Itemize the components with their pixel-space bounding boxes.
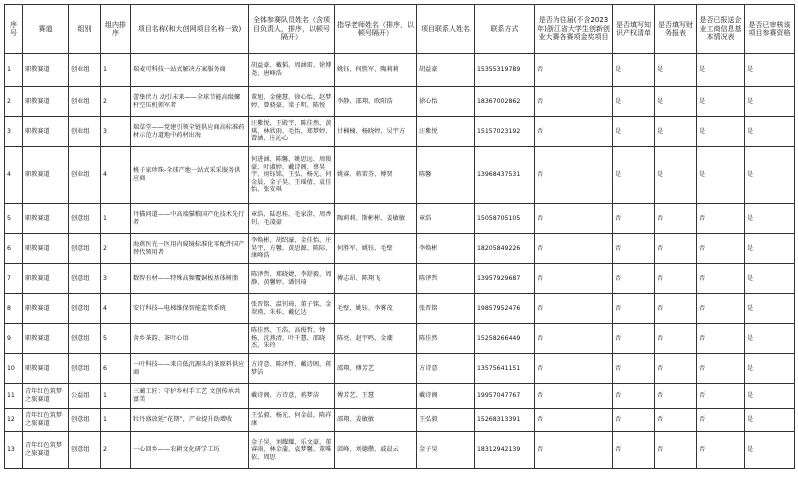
cell-ip-list: 是 <box>613 117 655 147</box>
table-row <box>5 87 795 117</box>
cell-group: 创业组 <box>69 117 101 147</box>
cell-financial: 是 <box>655 87 697 117</box>
cell-phone: 18367002862 <box>475 87 535 117</box>
cell-past-gold: 否 <box>535 384 613 409</box>
cell-group: 创意组 <box>69 264 101 294</box>
cell-no: 11 <box>5 384 23 409</box>
table-row <box>5 409 795 432</box>
cell-past-gold: 否 <box>535 294 613 324</box>
cell-order: 2 <box>101 87 131 117</box>
cell-members: 汪紫悦、王殿宇、陈佳然、黄琪、林欣雨、毛怡、郑梦婷、曾涵、庄沁心 <box>249 117 335 147</box>
cell-project: 丹猫问道——中高端猫粮国产化技术先行者 <box>131 204 249 234</box>
cell-group: 创意组 <box>69 294 101 324</box>
cell-ip-list: 是 <box>613 147 655 204</box>
cell-ip-list: 否 <box>613 264 655 294</box>
cell-order: 1 <box>101 409 131 432</box>
cell-past-gold: 否 <box>535 87 613 117</box>
cell-group: 公益组 <box>69 384 101 409</box>
cell-phone: 15258266449 <box>475 324 535 354</box>
cell-contact: 李焕彬 <box>417 234 475 264</box>
cell-members: 戴诗阁、方诗意、蒋梦洁 <box>249 384 335 409</box>
cell-mentors: 毛壁、姚钰、李雾茂 <box>335 294 417 324</box>
cell-track: 职教赛道 <box>23 264 69 294</box>
cell-group: 创意组 <box>69 324 101 354</box>
cell-project: 舍乡茶韵、茶叶心语 <box>131 324 249 354</box>
cell-contact: 陈佳然 <box>417 324 475 354</box>
cell-group: 创业组 <box>69 87 101 117</box>
cell-order: 4 <box>101 147 131 204</box>
cell-financial: 否 <box>655 294 697 324</box>
cell-members: 陈佳然、王浩、高俊哲、钟杨、沈燕清、叶千慧、邵晓杰、朱玲 <box>249 324 335 354</box>
cell-members: 胡益豪、戴韬、周涵雷、徐博尧、唐峰浩 <box>249 54 335 87</box>
cell-past-gold: 否 <box>535 264 613 294</box>
cell-project: 桃子家珍珠-全球产地一站式采采服务供应商 <box>131 147 249 204</box>
cell-phone: 13968437531 <box>475 147 535 204</box>
cell-mentors: 傅志昂、陈翔飞 <box>335 264 417 294</box>
header-no: 序号 <box>5 5 23 54</box>
table-row <box>5 54 795 87</box>
cell-phone: 15355319789 <box>475 54 535 87</box>
cell-project: 瑞麦可科技一站式解决方案服务商 <box>131 54 249 87</box>
header-audit: 是否已审核该项目参赛资格 <box>745 5 795 54</box>
table-row <box>5 324 795 354</box>
cell-financial: 否 <box>655 432 697 469</box>
cell-no: 10 <box>5 354 23 384</box>
header-row <box>5 5 795 54</box>
cell-no: 9 <box>5 324 23 354</box>
cell-financial: 否 <box>655 264 697 294</box>
cell-contact: 陈泽哲 <box>417 264 475 294</box>
cell-audit: 是 <box>745 234 795 264</box>
cell-no: 4 <box>5 147 23 204</box>
cell-order: 6 <box>101 354 131 384</box>
cell-track: 青年红色筑梦之旅赛道 <box>23 432 69 469</box>
cell-no: 5 <box>5 204 23 234</box>
cell-ip-list: 否 <box>613 384 655 409</box>
cell-past-gold: 否 <box>535 432 613 469</box>
cell-business-info: 否 <box>697 234 745 264</box>
cell-group: 创意组 <box>69 432 101 469</box>
cell-financial: 否 <box>655 324 697 354</box>
cell-contact: 王弘毅 <box>417 409 475 432</box>
cell-group: 创意组 <box>69 409 101 432</box>
header-track: 赛道 <box>23 5 69 54</box>
cell-financial: 否 <box>655 204 697 234</box>
cell-project: 三蔺工匠：守护乡村手工艺 文创传承共富美 <box>131 384 249 409</box>
cell-project: 一叶科技——来自低沉源头的茶原料供应商 <box>131 354 249 384</box>
cell-no: 1 <box>5 54 23 87</box>
cell-order: 1 <box>101 384 131 409</box>
cell-order: 5 <box>101 324 131 354</box>
cell-members: 张晋铭、温钊琦、董子铭、金翠瑛、朱桂、戴亿达 <box>249 294 335 324</box>
cell-track: 职教赛道 <box>23 204 69 234</box>
cell-business-info: 是 <box>697 54 745 87</box>
cell-past-gold: 否 <box>535 409 613 432</box>
header-financial: 是否填写财务报表 <box>655 5 697 54</box>
cell-mentors: 邱峰、刘德攒、戚晨云 <box>335 432 417 469</box>
cell-track: 职教赛道 <box>23 234 69 264</box>
cell-order: 3 <box>101 264 131 294</box>
header-order: 组内排序 <box>101 5 131 54</box>
cell-contact: 汪紫悦 <box>417 117 475 147</box>
cell-financial: 是 <box>655 54 697 87</box>
cell-audit: 是 <box>745 384 795 409</box>
cell-audit: 是 <box>745 204 795 234</box>
cell-track: 青年红色筑梦之旅赛道 <box>23 409 69 432</box>
cell-no: 8 <box>5 294 23 324</box>
cell-audit: 是 <box>745 87 795 117</box>
cell-phone: 15058705105 <box>475 204 535 234</box>
cell-business-info: 否 <box>697 264 745 294</box>
cell-no: 6 <box>5 234 23 264</box>
cell-project: 安行科技—电梯维保智能监管系统 <box>131 294 249 324</box>
cell-ip-list: 否 <box>613 354 655 384</box>
cell-project: 海燕医光一医用内窥镜标准化零配件国产替代领用者 <box>131 234 249 264</box>
cell-business-info: 否 <box>697 432 745 469</box>
cell-business-info: 是 <box>697 147 745 204</box>
cell-ip-list: 是 <box>613 87 655 117</box>
table-row <box>5 117 795 147</box>
cell-phone: 19857952476 <box>475 294 535 324</box>
cell-group: 创业组 <box>69 147 101 204</box>
cell-track: 职教赛道 <box>23 147 69 204</box>
cell-members: 李焕彬、胡绍濠、金佳怡、庄昊宇、方馨、黄思源、陈际、康峰浩 <box>249 234 335 264</box>
cell-audit: 是 <box>745 354 795 384</box>
cell-mentors: 李静、邵翔、欧阳浩 <box>335 87 417 117</box>
table-row <box>5 234 795 264</box>
cell-phone: 15268313391 <box>475 409 535 432</box>
cell-financial: 否 <box>655 409 697 432</box>
cell-ip-list: 否 <box>613 409 655 432</box>
cell-contact: 金子昊 <box>417 432 475 469</box>
cell-no: 2 <box>5 87 23 117</box>
cell-audit: 是 <box>745 264 795 294</box>
header-ip-list: 是否填写知识产权清单 <box>613 5 655 54</box>
cell-phone: 18205849226 <box>475 234 535 264</box>
spreadsheet <box>4 4 794 469</box>
cell-phone: 15157023192 <box>475 117 535 147</box>
cell-order: 2 <box>101 432 131 469</box>
cell-contact: 胡益豪 <box>417 54 475 87</box>
header-phone: 联系方式 <box>475 5 535 54</box>
cell-members: 章浩、陆思桂、毛家澄、周香钊、毛凌豪 <box>249 204 335 234</box>
cell-no: 7 <box>5 264 23 294</box>
cell-members: 何进涵、陈馨、姚思远、周俊豪、叶淑婷、戴诗阁、蔡昊宇、房钰铭、王弘、杨光、何金晨、金子昊、王瑶倩、袁佳怡、张安琪 <box>249 147 335 204</box>
cell-past-gold: 否 <box>535 117 613 147</box>
cell-audit: 是 <box>745 117 795 147</box>
cell-business-info: 否 <box>697 324 745 354</box>
header-members: 全体参赛队员姓名（含项目负责人，排序，以顿号隔开） <box>249 5 335 54</box>
cell-business-info: 否 <box>697 409 745 432</box>
cell-audit: 是 <box>745 54 795 87</box>
cell-contact: 章浩 <box>417 204 475 234</box>
cell-financial: 是 <box>655 117 697 147</box>
cell-audit: 是 <box>745 147 795 204</box>
cell-phone: 13575641151 <box>475 354 535 384</box>
cell-past-gold: 否 <box>535 204 613 234</box>
cell-mentors: 姚钰、何胜军、陶莉莉 <box>335 54 417 87</box>
cell-track: 职教赛道 <box>23 294 69 324</box>
cell-contact: 戴诗阁 <box>417 384 475 409</box>
header-project: 项目名称(和大创网项目名称一致) <box>131 5 249 54</box>
cell-business-info: 否 <box>697 384 745 409</box>
entries-table <box>4 4 795 469</box>
cell-mentors: 陈亮、赵宇鸣、金潮 <box>335 324 417 354</box>
cell-track: 职教赛道 <box>23 87 69 117</box>
cell-ip-list: 否 <box>613 294 655 324</box>
cell-group: 创意组 <box>69 354 101 384</box>
cell-members: 金子昊、刘耀耀、乐文豪、董睿雨、林金蒲、袁梦馨、董唯依、周思 <box>249 432 335 469</box>
table-row <box>5 354 795 384</box>
cell-project: 数智有材——特殊高频覆铜板基体树脂 <box>131 264 249 294</box>
cell-business-info: 否 <box>697 204 745 234</box>
cell-ip-list: 否 <box>613 234 655 264</box>
cell-financial: 否 <box>655 354 697 384</box>
cell-members: 王弘毅、杨光、何金晨、陈祥康 <box>249 409 335 432</box>
header-mentors: 指导老师姓名（排序，以顿号隔开） <box>335 5 417 54</box>
cell-mentors: 姚睿、蒋雷芬、傅贤 <box>335 147 417 204</box>
cell-track: 职教赛道 <box>23 324 69 354</box>
cell-track: 青年红色筑梦之旅赛道 <box>23 384 69 409</box>
cell-order: 2 <box>101 234 131 264</box>
cell-mentors: 陶莉莉、斯彬彬、姜敏敏 <box>335 204 417 234</box>
cell-track: 职教赛道 <box>23 117 69 147</box>
cell-order: 4 <box>101 294 131 324</box>
cell-business-info: 否 <box>697 294 745 324</box>
cell-financial: 是 <box>655 147 697 204</box>
cell-past-gold: 否 <box>535 234 613 264</box>
cell-mentors: 邵翔、姜敏敏 <box>335 409 417 432</box>
cell-past-gold: 否 <box>535 324 613 354</box>
cell-contact: 陈馨 <box>417 147 475 204</box>
cell-group: 创意组 <box>69 204 101 234</box>
cell-ip-list: 否 <box>613 432 655 469</box>
cell-contact: 方诗意 <box>417 354 475 384</box>
table-row <box>5 264 795 294</box>
cell-phone: 18312942139 <box>475 432 535 469</box>
cell-project: 蕾挚伏力 动引未来——全球节能高级螺杆空压机领军者 <box>131 87 249 117</box>
header-business-info: 是否已报送企业工商信息基本情况表 <box>697 5 745 54</box>
cell-order: 1 <box>101 54 131 87</box>
cell-past-gold: 否 <box>535 147 613 204</box>
cell-group: 创意组 <box>69 234 101 264</box>
cell-past-gold: 否 <box>535 54 613 87</box>
header-group: 组别 <box>69 5 101 54</box>
cell-mentors: 甘楠楠、杨晓婷、吴宇方 <box>335 117 417 147</box>
cell-project: 牡丹盛放延“花期”，产业提升助增收 <box>131 409 249 432</box>
cell-contact: 张晋铭 <box>417 294 475 324</box>
cell-audit: 是 <box>745 294 795 324</box>
cell-no: 3 <box>5 117 23 147</box>
cell-audit: 是 <box>745 409 795 432</box>
cell-order: 1 <box>101 204 131 234</box>
cell-no: 13 <box>5 432 23 469</box>
header-contact: 项目联系人姓名 <box>417 5 475 54</box>
table-row <box>5 432 795 469</box>
table-row <box>5 147 795 204</box>
cell-audit: 是 <box>745 432 795 469</box>
cell-ip-list: 是 <box>613 54 655 87</box>
cell-project: 瑞草堂——党建引领全链供应商高标准药材示范力道地中药材出海 <box>131 117 249 147</box>
cell-order: 3 <box>101 117 131 147</box>
cell-past-gold: 否 <box>535 354 613 384</box>
table-row <box>5 384 795 409</box>
cell-financial: 否 <box>655 234 697 264</box>
cell-project: 一心回乡——农耕文化研学工坊 <box>131 432 249 469</box>
cell-members: 陈泽哲、郑晓婕、李舒毅、周静、黄馨婷、潘钊琦 <box>249 264 335 294</box>
cell-members: 董旭、金健慧、徐心怡、赵梦婷、曾骁豪、梁子明、陈悦 <box>249 87 335 117</box>
cell-track: 职教赛道 <box>23 54 69 87</box>
cell-mentors: 邵翔、傅芳艺 <box>335 354 417 384</box>
table-row <box>5 204 795 234</box>
cell-no: 12 <box>5 409 23 432</box>
table-row <box>5 294 795 324</box>
cell-business-info: 是 <box>697 117 745 147</box>
cell-mentors: 傅芳艺、王慧 <box>335 384 417 409</box>
cell-phone: 19957047767 <box>475 384 535 409</box>
cell-members: 方诗意、陈泽哲、戴诗阁、蒋梦洁 <box>249 354 335 384</box>
cell-business-info: 否 <box>697 354 745 384</box>
cell-audit: 是 <box>745 324 795 354</box>
cell-financial: 否 <box>655 384 697 409</box>
cell-ip-list: 否 <box>613 324 655 354</box>
cell-ip-list: 否 <box>613 204 655 234</box>
cell-mentors: 何胜军、姚钰、毛壁 <box>335 234 417 264</box>
cell-group: 创业组 <box>69 54 101 87</box>
header-past-gold: 是否为往届(不含2023年)浙江省大学生创新创业大赛各赛项金奖项目 <box>535 5 613 54</box>
cell-business-info: 是 <box>697 87 745 117</box>
cell-track: 职教赛道 <box>23 354 69 384</box>
cell-phone: 13957929687 <box>475 264 535 294</box>
cell-contact: 徐心怡 <box>417 87 475 117</box>
